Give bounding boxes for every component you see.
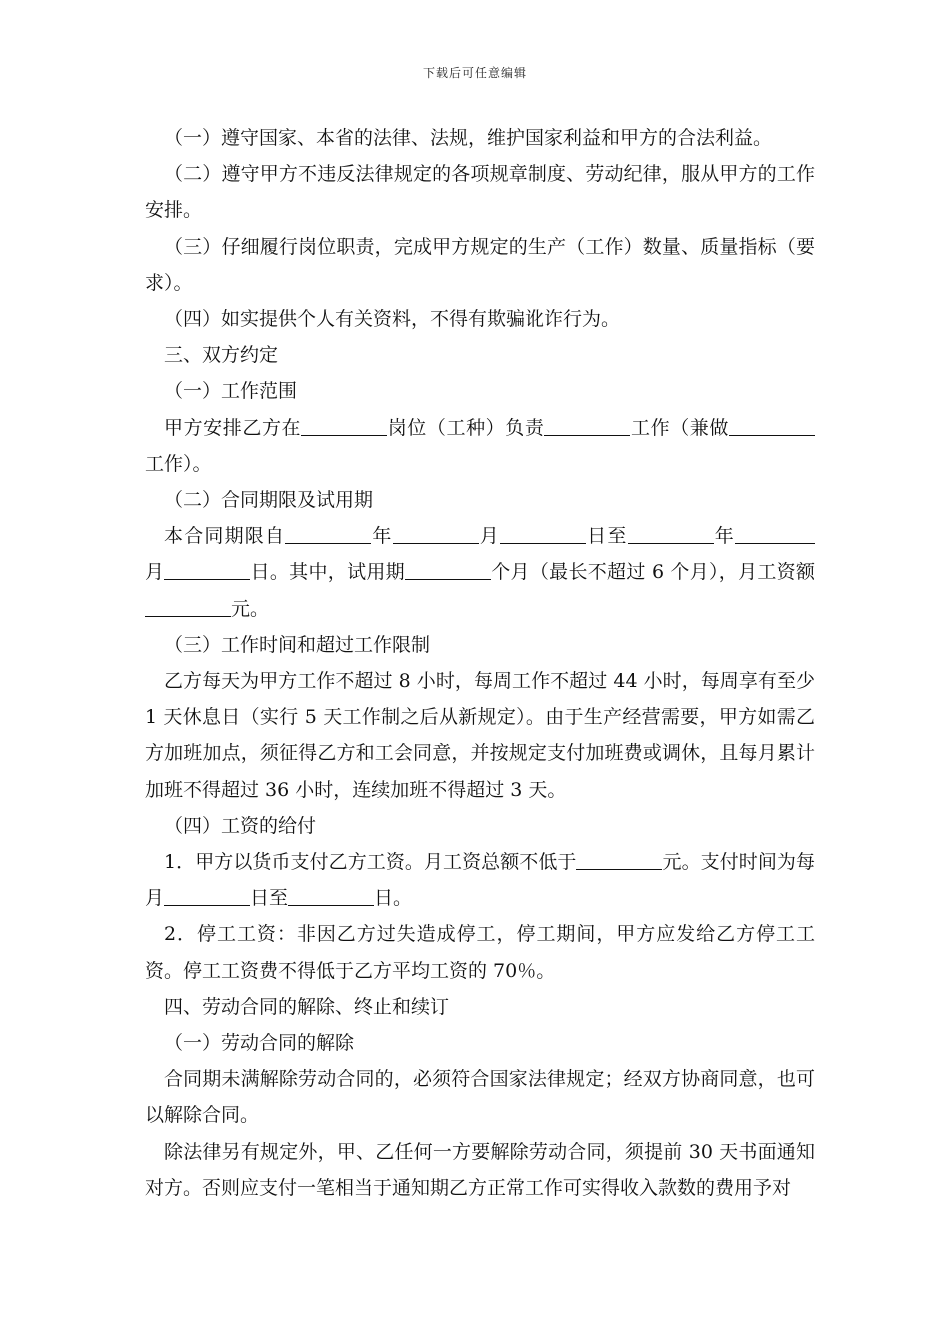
text-segment: 工作）。 bbox=[145, 452, 212, 475]
fill-blank-pay-day-to bbox=[288, 886, 374, 906]
subheading-working-hours: （三）工作时间和超过工作限制 bbox=[164, 633, 431, 656]
section-heading-agreement: 三、双方约定 bbox=[164, 344, 279, 367]
paragraph-wage-payment bbox=[145, 844, 815, 916]
text-segment: 甲方安排乙方在 bbox=[164, 416, 302, 439]
fill-blank-salary bbox=[145, 597, 231, 617]
text-segment: 年 bbox=[371, 525, 393, 548]
paragraph-work-scope bbox=[145, 410, 815, 482]
paragraph-dissolution-2: 除法律另有规定外，甲、乙任何一方要解除劳动合同，须提前 30 天书面通知对方。否则应支付一笔相当于通知期乙方正常工作可实得收入款数的费用予对 bbox=[145, 1140, 815, 1199]
paragraph-obligation-2: （二）遵守甲方不违反法律规定的各项规章制度、劳动纪律，服从甲方的工作安排。 bbox=[145, 163, 815, 222]
text-segment: 月 bbox=[145, 561, 165, 584]
subheading-dissolution: （一）劳动合同的解除 bbox=[164, 1032, 355, 1055]
text-segment: 工作（兼做 bbox=[630, 416, 729, 439]
fill-blank-start-month bbox=[393, 524, 479, 544]
fill-blank-probation bbox=[405, 560, 491, 580]
paragraph-obligation-4: （四）如实提供个人有关资料，不得有欺骗讹诈行为。 bbox=[164, 308, 621, 331]
subheading-work-scope: （一）工作范围 bbox=[164, 380, 298, 403]
subheading-term: （二）合同期限及试用期 bbox=[164, 489, 374, 512]
paragraph-dissolution-1: 合同期未满解除劳动合同的，必须符合国家法律规定；经双方协商同意，也可以解除合同。 bbox=[145, 1068, 815, 1127]
section-heading-termination: 四、劳动合同的解除、终止和续订 bbox=[164, 995, 450, 1018]
text-segment: 月 bbox=[478, 525, 500, 548]
fill-blank-min-wage bbox=[576, 850, 662, 870]
text-segment: 元。支付时间为每月 bbox=[145, 851, 815, 910]
fill-blank-end-month bbox=[735, 524, 815, 544]
paragraph-stoppage-wage: 2．停工工资：非因乙方过失造成停工，停工期间，甲方应发给乙方停工工资。停工工资费不得低于乙方平均工资的 70％。 bbox=[145, 923, 815, 982]
fill-blank-end-day bbox=[164, 560, 250, 580]
text-segment: 岗位（工种）负责 bbox=[387, 416, 545, 439]
text-segment: 1．甲方以货币支付乙方工资。月工资总额不低于 bbox=[164, 851, 577, 874]
fill-blank-duty bbox=[544, 416, 630, 436]
document-body bbox=[145, 120, 815, 1206]
fill-blank-end-year bbox=[628, 524, 714, 544]
text-segment: 本合同期限自 bbox=[164, 525, 286, 548]
paragraph-obligation-3: （三）仔细履行岗位职责，完成甲方规定的生产（工作）数量、质量指标（要求）。 bbox=[145, 235, 815, 294]
text-segment: 日至 bbox=[250, 887, 289, 910]
paragraph-obligation-1: （一）遵守国家、本省的法律、法规，维护国家利益和甲方的合法利益。 bbox=[164, 127, 773, 149]
text-segment: 个月（最长不超过 6 个月），月工资额 bbox=[490, 561, 815, 584]
paragraph-working-hours: 乙方每天为甲方工作不超过 8 小时，每周工作不超过 44 小时，每周享有至少 1 天休息日（实行 5 天工作制之后从新规定）。由于生产经营需要，甲方如需乙方加班加点，须征得乙方和工会同意，并按规定支付加班费或调休，且每月累计加班不得超过 36 小时，连续加班不得超过 3 天。 bbox=[145, 670, 815, 801]
text-segment: 元。 bbox=[231, 597, 270, 620]
fill-blank-extra-work bbox=[729, 416, 815, 436]
page-header: 下载后可任意编辑 bbox=[422, 66, 527, 80]
fill-blank-pay-day-from bbox=[164, 886, 250, 906]
text-segment: 日。 bbox=[374, 887, 413, 910]
paragraph-term bbox=[145, 518, 815, 627]
fill-blank-post bbox=[301, 416, 387, 436]
fill-blank-start-day bbox=[500, 524, 586, 544]
fill-blank-start-year bbox=[285, 524, 371, 544]
text-segment: 日至 bbox=[585, 525, 628, 548]
text-segment: 日。其中，试用期 bbox=[250, 561, 405, 584]
subheading-wages: （四）工资的给付 bbox=[164, 814, 317, 837]
text-segment: 年 bbox=[713, 525, 735, 548]
